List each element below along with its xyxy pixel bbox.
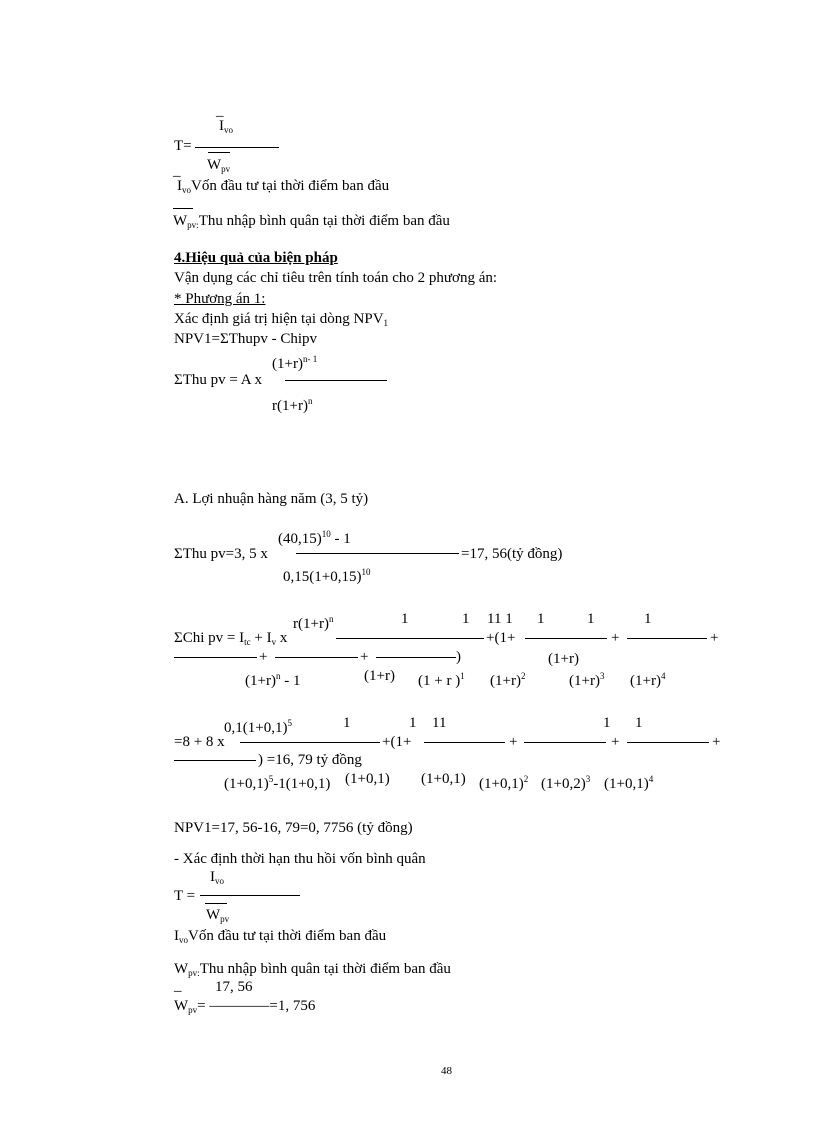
chi-den-3: (1 + r )$^1$ — [418, 671, 465, 689]
chi-den-6: $(1+r)^4$ — [630, 671, 666, 689]
npv-formula: NPV1=ΣThupv - Chipv — [174, 331, 318, 347]
chi-plus: + — [710, 630, 719, 646]
calc-plus: + — [712, 734, 721, 750]
sum-denominator: $r(1+r)^n$ — [272, 396, 313, 414]
chi-lhs: ΣChi pv = $I_{tc} + I_v$ x — [174, 630, 288, 647]
chi-top-7: 1 — [644, 611, 652, 627]
bar-mark: _ — [173, 163, 181, 179]
calc-den-3: (1+0,1) — [421, 771, 466, 787]
calc-top-2: 1 — [343, 715, 351, 731]
profit-denominator: $0,15(1+0,15)^{10}$ — [283, 567, 371, 585]
calc-plus: + — [611, 734, 620, 750]
fraction-bar — [275, 657, 358, 658]
formula-lhs: T = — [174, 888, 196, 904]
chi-top-5: 1 — [537, 611, 545, 627]
chi-top-3: 1 — [462, 611, 470, 627]
profit-title: A. Lợi nhuận hàng năm (3, 5 tỷ) — [174, 491, 369, 507]
calc-result: ) =16, 79 tỷ đồng — [258, 752, 362, 768]
chi-top-4: 11 1 — [487, 611, 513, 627]
fraction-bar — [195, 147, 279, 148]
fraction-bar — [174, 657, 257, 658]
fraction-denominator: $W_{pv}$ — [207, 157, 231, 174]
wpv-equation: $W_{pv}=$ ——––—=1, 756 — [174, 998, 316, 1015]
definition-wpv: $W_{pv:}Thu$ nhập bình quân tại thời điểm ban đầu — [173, 213, 450, 230]
calc-den-5: $(1+0,2)^3$ — [541, 774, 591, 792]
chi-den-4: $(1+r)^2$ — [490, 671, 526, 689]
page-number: 48 — [441, 1065, 452, 1077]
fraction-bar — [627, 638, 707, 639]
profit-numerator: $(40,15)^{10} - 1$ — [278, 529, 351, 547]
calc-den-2: (1+0,1) — [345, 771, 390, 787]
calc-den-6: $(1+0,1)^4$ — [604, 774, 654, 792]
chi-plus-open: +(1+ — [486, 630, 516, 646]
fraction-bar — [524, 742, 606, 743]
calc-top-5: 1 — [603, 715, 611, 731]
chi-plus: + — [259, 649, 268, 665]
definition-ivo: $I_{vo}Vốn$ đầu tư tại thời điểm ban đầu — [174, 928, 387, 945]
fraction-bar — [240, 742, 380, 743]
fraction-denominator: $W_{pv}$ — [206, 907, 230, 924]
wpv-numerator: 17, 56 — [215, 979, 253, 995]
fraction-bar — [376, 657, 456, 658]
fraction-numerator: $I_{vo}$ — [210, 869, 224, 886]
npv-result: NPV1=17, 56-16, 79=0, 7756 (tỷ đồng) — [174, 820, 413, 836]
overbar — [173, 208, 193, 209]
calc-top-1: $0,1(1+0,1)^5$ — [224, 718, 292, 736]
calc-top-3: 1 — [409, 715, 417, 731]
bar-mark: _ — [174, 978, 182, 994]
overbar — [205, 903, 227, 904]
sum-lhs: ΣThu pv = A x — [174, 372, 263, 388]
fraction-numerator: $I_{vo}$ — [219, 118, 233, 135]
payback-intro: - Xác định thời hạn thu hồi vốn bình quân — [174, 851, 426, 867]
chi-plus: + — [611, 630, 620, 646]
chi-den-2: (1+r) — [364, 668, 395, 684]
chi-den-5: $(1+r)^3$ — [569, 671, 605, 689]
fraction-bar — [525, 638, 607, 639]
npv-intro: Xác định giá trị hiện tại dòng $NPV_1$ — [174, 311, 389, 328]
definition-wpv: $W_{pv:}Thu$ nhập bình quân tại thời điểm ban đầu — [174, 961, 451, 978]
profit-lhs: ΣThu pv=3, 5 x — [174, 546, 268, 562]
chi-top-1: $r(1+r)^n$ — [293, 614, 334, 632]
formula-lhs: T= — [174, 138, 192, 154]
chi-top-2: 1 — [401, 611, 409, 627]
chi-close: ) — [456, 649, 461, 665]
calc-den-4: $(1+0,1)^2$ — [479, 774, 529, 792]
fraction-bar — [336, 638, 484, 639]
calc-den-1: $(1+0,1)^5-1(1+0,1)$ — [224, 774, 331, 792]
calc-lhs: =8 + 8 x — [174, 734, 225, 750]
option-label: * Phương án 1: — [174, 291, 266, 307]
chi-plus: + — [360, 649, 369, 665]
chi-top-6: 1 — [587, 611, 595, 627]
definition-ivo: $I_{vo}Vốn$ đầu tư tại thời điểm ban đầu — [177, 178, 390, 195]
intro-line: Vận dụng các chỉ tiêu trên tính toán cho 2 phương án: — [174, 270, 498, 286]
chi-mid-den: (1+r) — [548, 651, 579, 667]
bar-mark: _ — [216, 103, 224, 119]
calc-plus-open: +(1+ — [382, 734, 412, 750]
fraction-bar — [627, 742, 709, 743]
section-heading: 4.Hiệu quả của biện pháp — [174, 250, 338, 266]
fraction-bar — [174, 760, 256, 761]
calc-top-6: 1 — [635, 715, 643, 731]
fraction-bar — [296, 553, 459, 554]
sum-numerator: $(1+r)^{n- 1}$ — [272, 354, 318, 372]
chi-den-1: $(1+r)^n - 1$ — [245, 671, 301, 689]
fraction-bar — [285, 380, 387, 381]
fraction-bar — [424, 742, 505, 743]
profit-rhs: =17, 56(tỷ đồng) — [461, 546, 563, 562]
overbar — [208, 152, 230, 153]
fraction-bar — [200, 895, 300, 896]
calc-plus: + — [509, 734, 518, 750]
calc-top-4: 11 — [432, 715, 447, 731]
